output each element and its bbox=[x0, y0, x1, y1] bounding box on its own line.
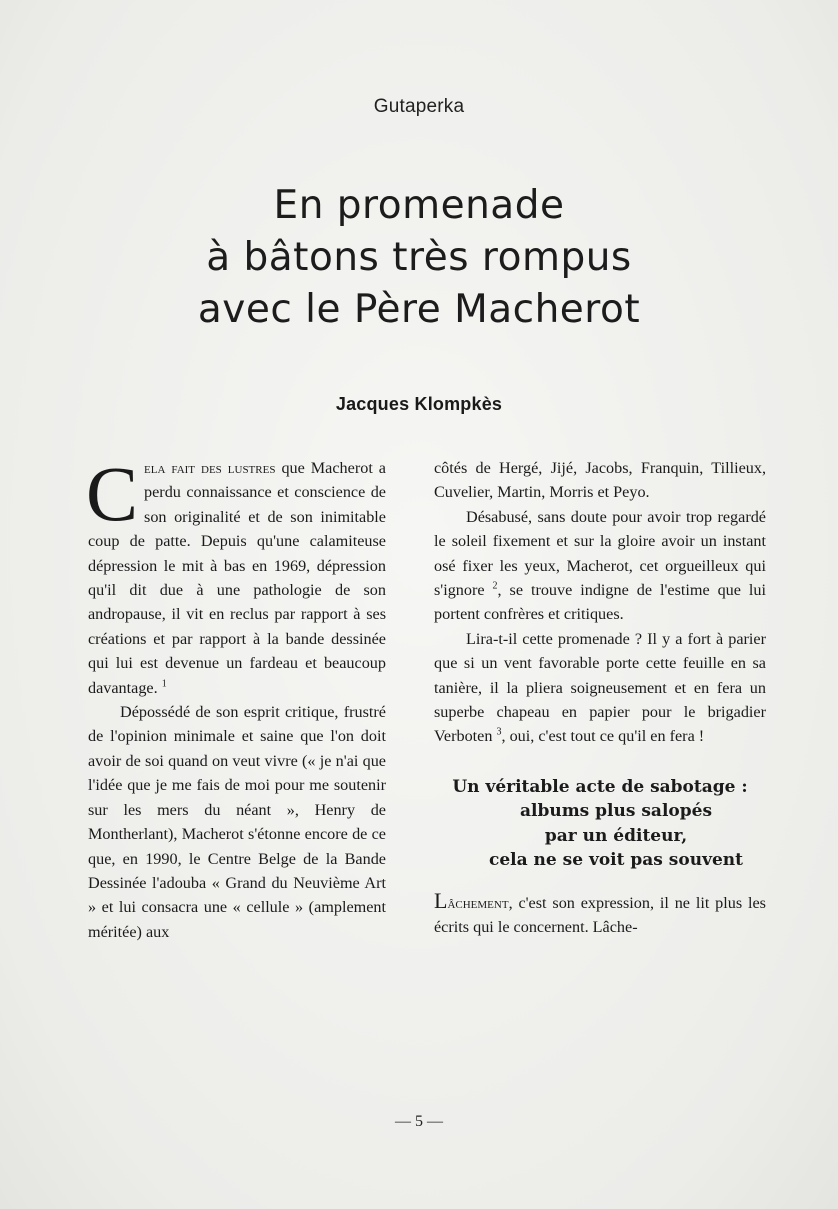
title-line: à bâtons très rompus bbox=[206, 235, 632, 280]
page-number: — 5 — bbox=[395, 1113, 443, 1130]
magazine-name: Gutaperka bbox=[373, 96, 465, 117]
paragraph bbox=[434, 627, 766, 749]
paragraph bbox=[434, 889, 766, 940]
paragraph-text: , c'est son expression, il ne lit plus les écrits qui le concernent. Lâche- bbox=[434, 893, 766, 936]
small-caps-lead: âchement bbox=[447, 893, 509, 912]
footnote-ref: 2 bbox=[492, 580, 498, 592]
small-caps-lead: ela fait des lustres bbox=[144, 459, 276, 477]
paragraph bbox=[434, 505, 766, 627]
paragraph bbox=[86, 450, 386, 700]
subheading-line: albums plus salopés bbox=[519, 801, 713, 822]
subheading-line: par un éditeur, bbox=[544, 825, 688, 846]
paragraph bbox=[88, 700, 386, 944]
paragraph-text: Lira-t-il cette promenade ? Il y a fort à parier que si un vent favorable porte cette feuille en sa tanière, il la pliera soigneusement et en fera un superbe chapeau en papier pour le brigadier Verboten bbox=[434, 629, 766, 746]
title-line: En promenade bbox=[273, 183, 565, 228]
paragraph-text: Désabusé, sans doute pour avoir trop regardé le soleil fixement et sur la gloire avoir un instant osé fixer les yeux, Macherot, cet orgueilleux qui s'ignore bbox=[434, 507, 766, 600]
footnote-ref: 3 bbox=[496, 727, 502, 739]
right-column bbox=[434, 456, 766, 939]
drop-cap: C bbox=[86, 450, 139, 537]
author-byline: Jacques Klompkès bbox=[335, 394, 503, 414]
subheading-line: Un véritable acte de sabotage : bbox=[452, 776, 748, 797]
footnote-ref: 1 bbox=[161, 678, 167, 690]
paragraph bbox=[434, 456, 766, 505]
title-line: avec le Père Macherot bbox=[197, 287, 641, 332]
left-column bbox=[86, 450, 386, 944]
section-subheading bbox=[434, 775, 766, 873]
lettrine: L bbox=[434, 887, 448, 913]
article-title bbox=[0, 180, 838, 336]
subheading-line: cela ne se voit pas souvent bbox=[489, 850, 743, 871]
paragraph-text: , oui, c'est tout ce qu'il en fera ! bbox=[501, 727, 705, 746]
paragraph-text: que Macherot a perdu connaissance et conscience de son originalité et de son inimitable coup de patte. Depuis qu'une calamiteuse dépression le mit à bas en 1969, dépression qu'il dit due à une pathologie de son andropause, il vit en reclus par rapport à ses créations et par rapport à la bande dessinée qui lui est devenue un fardeau et beaucoup davantage. bbox=[88, 459, 386, 697]
paragraph-text: Dépossédé de son esprit critique, frustré de l'opinion minimale et saine que l'on doit avoir de soi quand on veut vivre (« je n'ai que l'idée que je me fais de moi pour me soutenir sur les mers du néant », Henry de Montherlant), Macherot s'étonne encore de ce que, en 1990, le Centre Belge de la Bande Dessinée l'adouba « Grand du Neuvième Art » et lui consacra une « cellule » (amplement méritée) aux bbox=[88, 703, 386, 941]
paragraph-text: côtés de Hergé, Jijé, Jacobs, Franquin, Tillieux, Cuvelier, Martin, Morris et Peyo. bbox=[434, 459, 766, 502]
paragraph-text: , se trouve indigne de l'estime que lui portent confrères et critiques. bbox=[434, 581, 766, 624]
